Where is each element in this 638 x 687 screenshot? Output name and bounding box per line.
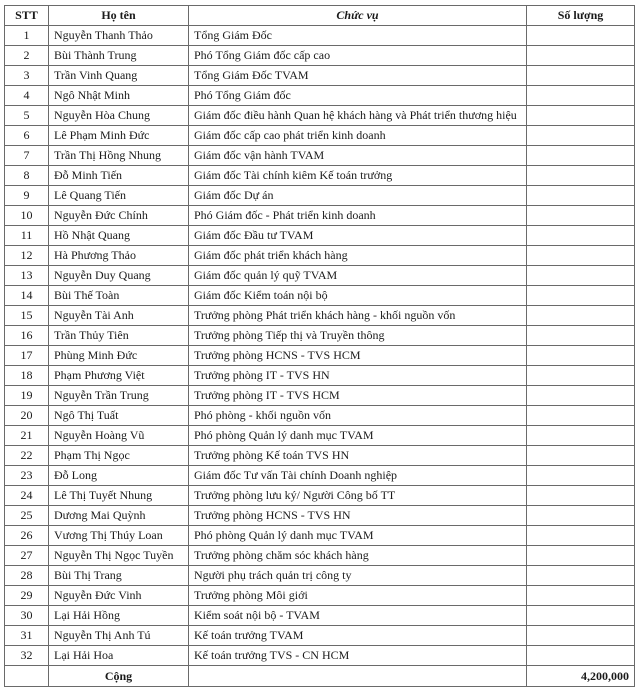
- row-quantity: [527, 46, 635, 66]
- row-stt: 7: [5, 146, 49, 166]
- row-position: Giám đốc Dự án: [189, 186, 527, 206]
- table-row: [5, 266, 635, 286]
- row-quantity: [527, 526, 635, 546]
- table-row: [5, 446, 635, 466]
- row-position: Giám đốc vận hành TVAM: [189, 146, 527, 166]
- row-name: Nguyễn Hoàng Vũ: [49, 426, 189, 446]
- row-position: Phó Tổng Giám đốc: [189, 86, 527, 106]
- total-row: [5, 666, 635, 687]
- row-quantity: [527, 26, 635, 46]
- row-stt: 5: [5, 106, 49, 126]
- header-name: Họ tên: [49, 6, 189, 26]
- row-name: Dương Mai Quỳnh: [49, 506, 189, 526]
- row-stt: 1: [5, 26, 49, 46]
- row-position: Giám đốc quản lý quỹ TVAM: [189, 266, 527, 286]
- row-quantity: [527, 406, 635, 426]
- row-name: Lê Phạm Minh Đức: [49, 126, 189, 146]
- row-position: Trưởng phòng Môi giới: [189, 586, 527, 606]
- row-stt: 3: [5, 66, 49, 86]
- row-position: Giám đốc Kiểm toán nội bộ: [189, 286, 527, 306]
- row-position: Giám đốc phát triển khách hàng: [189, 246, 527, 266]
- row-stt: 9: [5, 186, 49, 206]
- header-row: [5, 6, 635, 26]
- row-name: Bùi Thế Toàn: [49, 286, 189, 306]
- row-quantity: [527, 486, 635, 506]
- row-position: Trưởng phòng Kế toán TVS HN: [189, 446, 527, 466]
- row-stt: 29: [5, 586, 49, 606]
- row-name: Đỗ Long: [49, 466, 189, 486]
- row-quantity: [527, 586, 635, 606]
- table-row: [5, 106, 635, 126]
- total-empty-cell: [189, 666, 527, 687]
- table-row: [5, 366, 635, 386]
- row-quantity: [527, 326, 635, 346]
- row-name: Hà Phương Thảo: [49, 246, 189, 266]
- row-quantity: [527, 226, 635, 246]
- total-empty-cell: [5, 666, 49, 687]
- row-name: Trần Vinh Quang: [49, 66, 189, 86]
- row-quantity: [527, 286, 635, 306]
- table-row: [5, 486, 635, 506]
- row-stt: 20: [5, 406, 49, 426]
- total-quantity: 4,200,000: [527, 666, 635, 687]
- table-footer: [5, 666, 635, 687]
- row-name: Nguyễn Thị Ngọc Tuyền: [49, 546, 189, 566]
- row-quantity: [527, 626, 635, 646]
- row-name: Nguyễn Tài Anh: [49, 306, 189, 326]
- row-name: Bùi Thị Trang: [49, 566, 189, 586]
- row-position: Phó phòng Quản lý danh mục TVAM: [189, 426, 527, 446]
- row-position: Phó phòng - khối nguồn vốn: [189, 406, 527, 426]
- row-stt: 8: [5, 166, 49, 186]
- table-row: [5, 506, 635, 526]
- row-quantity: [527, 426, 635, 446]
- row-position: Trưởng phòng IT - TVS HN: [189, 366, 527, 386]
- table-row: [5, 346, 635, 366]
- row-name: Bùi Thành Trung: [49, 46, 189, 66]
- row-quantity: [527, 106, 635, 126]
- row-name: Phạm Thị Ngọc: [49, 446, 189, 466]
- row-name: Nguyễn Trần Trung: [49, 386, 189, 406]
- row-stt: 19: [5, 386, 49, 406]
- table-row: [5, 246, 635, 266]
- row-quantity: [527, 466, 635, 486]
- row-stt: 17: [5, 346, 49, 366]
- row-stt: 6: [5, 126, 49, 146]
- row-name: Đỗ Minh Tiến: [49, 166, 189, 186]
- table-row: [5, 546, 635, 566]
- row-position: Kiểm soát nội bộ - TVAM: [189, 606, 527, 626]
- row-position: Phó Tổng Giám đốc cấp cao: [189, 46, 527, 66]
- header-stt: STT: [5, 6, 49, 26]
- row-name: Phùng Minh Đức: [49, 346, 189, 366]
- table-row: [5, 566, 635, 586]
- table-row: [5, 286, 635, 306]
- row-stt: 15: [5, 306, 49, 326]
- row-position: Phó phòng Quản lý danh mục TVAM: [189, 526, 527, 546]
- row-quantity: [527, 206, 635, 226]
- row-name: Ngô Thị Tuất: [49, 406, 189, 426]
- row-position: Giám đốc Đầu tư TVAM: [189, 226, 527, 246]
- row-quantity: [527, 346, 635, 366]
- row-quantity: [527, 506, 635, 526]
- row-name: Trần Thủy Tiên: [49, 326, 189, 346]
- row-quantity: [527, 146, 635, 166]
- row-stt: 2: [5, 46, 49, 66]
- row-name: Lại Hải Hoa: [49, 646, 189, 666]
- row-stt: 11: [5, 226, 49, 246]
- row-quantity: [527, 386, 635, 406]
- row-position: Tổng Giám Đốc TVAM: [189, 66, 527, 86]
- table-row: [5, 146, 635, 166]
- row-name: Nguyễn Đức Chính: [49, 206, 189, 226]
- row-quantity: [527, 246, 635, 266]
- table-row: [5, 206, 635, 226]
- row-position: Trưởng phòng lưu ký/ Người Công bố TT: [189, 486, 527, 506]
- row-position: Giám đốc điều hành Quan hệ khách hàng và Phát triển thương hiệu: [189, 106, 527, 126]
- row-stt: 10: [5, 206, 49, 226]
- allocation-table: [4, 5, 635, 687]
- table-row: [5, 646, 635, 666]
- row-position: Trưởng phòng HCNS - TVS HCM: [189, 346, 527, 366]
- row-position: Người phụ trách quản trị công ty: [189, 566, 527, 586]
- allocation-table-sheet: [4, 5, 634, 687]
- row-stt: 22: [5, 446, 49, 466]
- row-name: Nguyễn Hòa Chung: [49, 106, 189, 126]
- table-row: [5, 306, 635, 326]
- table-row: [5, 426, 635, 446]
- row-stt: 18: [5, 366, 49, 386]
- header-quantity: Số lượng: [527, 6, 635, 26]
- table-row: [5, 126, 635, 146]
- row-position: Phó Giám đốc - Phát triển kinh doanh: [189, 206, 527, 226]
- table-row: [5, 46, 635, 66]
- row-stt: 23: [5, 466, 49, 486]
- row-quantity: [527, 66, 635, 86]
- row-position: Kế toán trưởng TVAM: [189, 626, 527, 646]
- row-name: Nguyễn Duy Quang: [49, 266, 189, 286]
- table-row: [5, 86, 635, 106]
- row-stt: 27: [5, 546, 49, 566]
- row-position: Trưởng phòng Tiếp thị và Truyền thông: [189, 326, 527, 346]
- row-stt: 24: [5, 486, 49, 506]
- row-stt: 4: [5, 86, 49, 106]
- row-quantity: [527, 186, 635, 206]
- table-row: [5, 466, 635, 486]
- row-name: Phạm Phương Việt: [49, 366, 189, 386]
- row-name: Nguyễn Thị Anh Tú: [49, 626, 189, 646]
- table-row: [5, 606, 635, 626]
- table-row: [5, 166, 635, 186]
- total-label: Cộng: [49, 666, 189, 687]
- table-header: [5, 6, 635, 26]
- row-stt: 31: [5, 626, 49, 646]
- table-row: [5, 526, 635, 546]
- row-position: Giám đốc Tài chính kiêm Kế toán trưởng: [189, 166, 527, 186]
- row-name: Nguyễn Đức Vinh: [49, 586, 189, 606]
- row-quantity: [527, 306, 635, 326]
- row-quantity: [527, 166, 635, 186]
- row-stt: 30: [5, 606, 49, 626]
- table-row: [5, 406, 635, 426]
- row-quantity: [527, 446, 635, 466]
- row-position: Trưởng phòng Phát triển khách hàng - khối nguồn vốn: [189, 306, 527, 326]
- row-quantity: [527, 606, 635, 626]
- row-name: Trần Thị Hồng Nhung: [49, 146, 189, 166]
- row-stt: 28: [5, 566, 49, 586]
- row-quantity: [527, 366, 635, 386]
- row-position: Trưởng phòng HCNS - TVS HN: [189, 506, 527, 526]
- row-quantity: [527, 126, 635, 146]
- table-row: [5, 186, 635, 206]
- row-name: Hồ Nhật Quang: [49, 226, 189, 246]
- row-position: Kế toán trưởng TVS - CN HCM: [189, 646, 527, 666]
- row-name: Vương Thị Thúy Loan: [49, 526, 189, 546]
- row-quantity: [527, 86, 635, 106]
- row-stt: 16: [5, 326, 49, 346]
- row-name: Lê Thị Tuyết Nhung: [49, 486, 189, 506]
- row-name: Lê Quang Tiến: [49, 186, 189, 206]
- row-stt: 21: [5, 426, 49, 446]
- row-stt: 12: [5, 246, 49, 266]
- table-row: [5, 586, 635, 606]
- table-row: [5, 386, 635, 406]
- table-body: [5, 26, 635, 666]
- table-row: [5, 626, 635, 646]
- row-position: Giám đốc cấp cao phát triển kinh doanh: [189, 126, 527, 146]
- table-row: [5, 226, 635, 246]
- table-row: [5, 326, 635, 346]
- row-position: Tổng Giám Đốc: [189, 26, 527, 46]
- table-row: [5, 66, 635, 86]
- row-position: Trưởng phòng IT - TVS HCM: [189, 386, 527, 406]
- row-position: Trưởng phòng chăm sóc khách hàng: [189, 546, 527, 566]
- row-stt: 14: [5, 286, 49, 306]
- row-position: Giám đốc Tư vấn Tài chính Doanh nghiệp: [189, 466, 527, 486]
- row-name: Ngô Nhật Minh: [49, 86, 189, 106]
- table-row: [5, 26, 635, 46]
- row-quantity: [527, 646, 635, 666]
- row-name: Nguyễn Thanh Thảo: [49, 26, 189, 46]
- header-position: Chức vụ: [189, 6, 527, 26]
- row-quantity: [527, 566, 635, 586]
- row-name: Lại Hải Hồng: [49, 606, 189, 626]
- row-quantity: [527, 546, 635, 566]
- row-quantity: [527, 266, 635, 286]
- row-stt: 25: [5, 506, 49, 526]
- row-stt: 13: [5, 266, 49, 286]
- row-stt: 26: [5, 526, 49, 546]
- row-stt: 32: [5, 646, 49, 666]
